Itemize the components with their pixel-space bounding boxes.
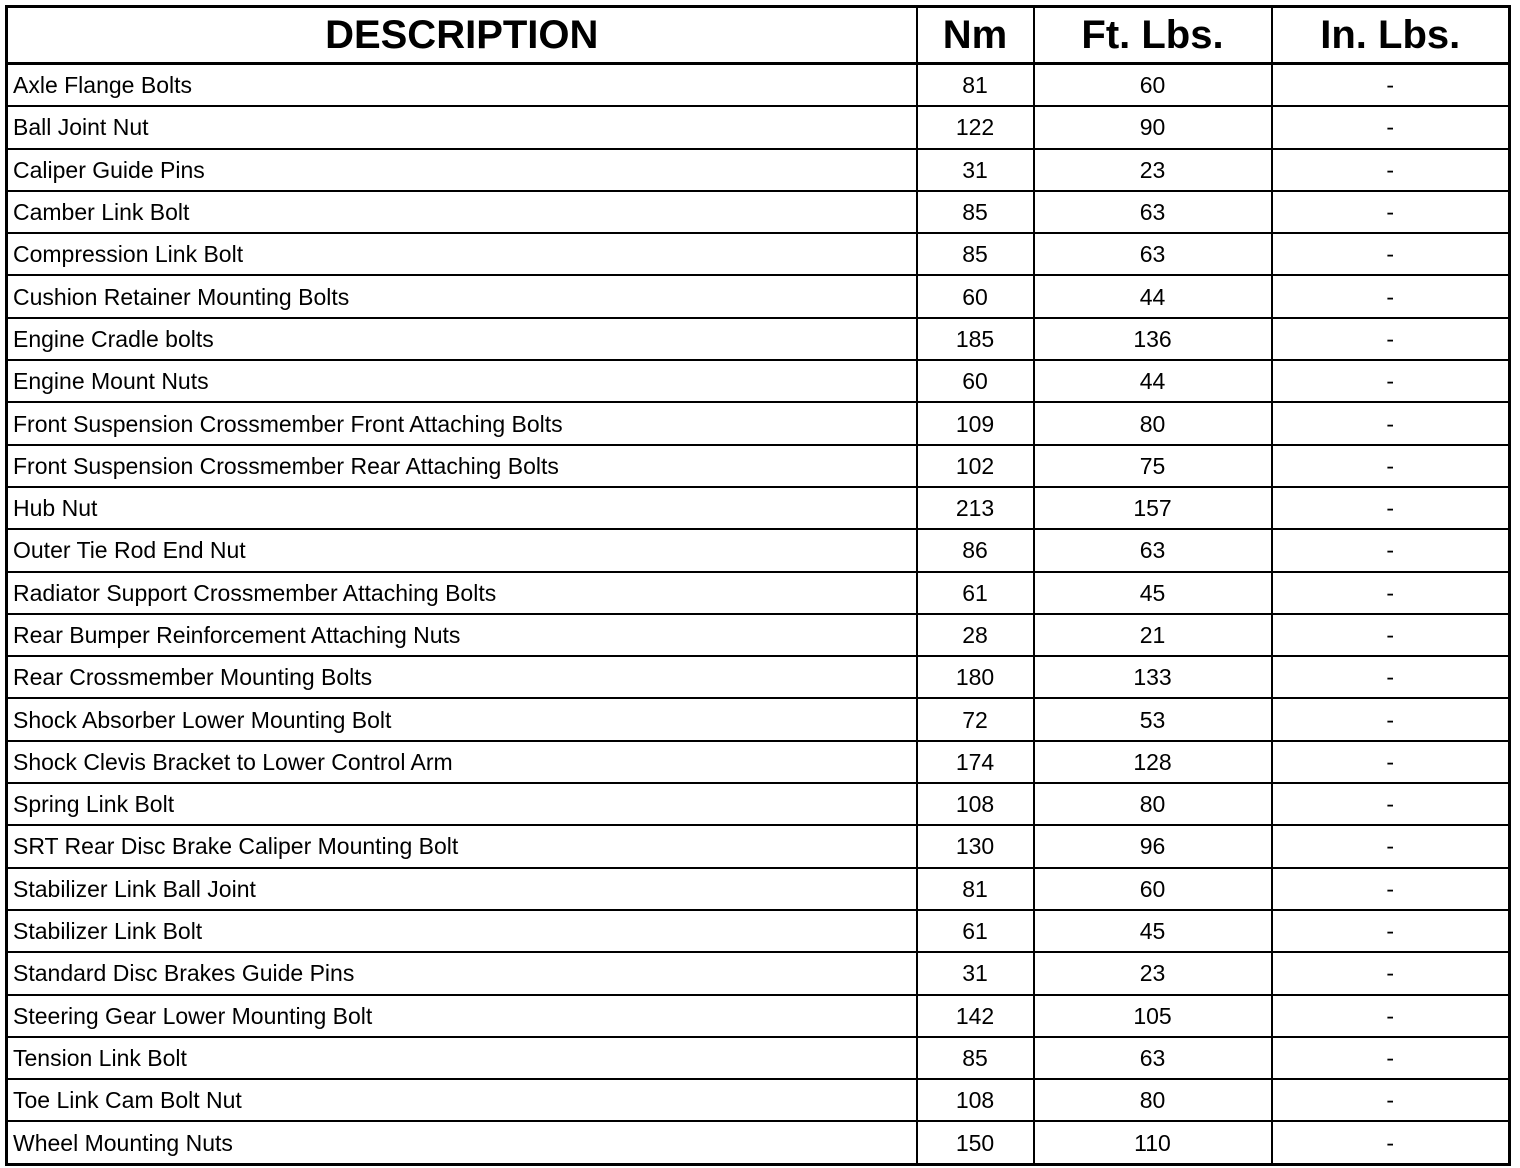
cell-in-lbs: - — [1272, 106, 1510, 148]
cell-description: Standard Disc Brakes Guide Pins — [7, 952, 917, 994]
cell-nm: 60 — [917, 360, 1034, 402]
cell-ft-lbs: 63 — [1034, 191, 1272, 233]
cell-description: Radiator Support Crossmember Attaching Bolts — [7, 572, 917, 614]
header-description: DESCRIPTION — [7, 7, 917, 64]
table-row — [7, 656, 1510, 698]
cell-ft-lbs: 23 — [1034, 149, 1272, 191]
table-header — [7, 7, 1510, 64]
cell-nm: 61 — [917, 572, 1034, 614]
table-row — [7, 614, 1510, 656]
cell-ft-lbs: 80 — [1034, 1079, 1272, 1121]
table-row — [7, 952, 1510, 994]
cell-description: Spring Link Bolt — [7, 783, 917, 825]
cell-nm: 28 — [917, 614, 1034, 656]
cell-nm: 102 — [917, 445, 1034, 487]
cell-nm: 122 — [917, 106, 1034, 148]
cell-description: SRT Rear Disc Brake Caliper Mounting Bolt — [7, 825, 917, 867]
cell-ft-lbs: 63 — [1034, 1037, 1272, 1079]
cell-description: Rear Crossmember Mounting Bolts — [7, 656, 917, 698]
table-row — [7, 487, 1510, 529]
cell-nm: 85 — [917, 191, 1034, 233]
table-row — [7, 233, 1510, 275]
header-ft-lbs: Ft. Lbs. — [1034, 7, 1272, 64]
table-row — [7, 318, 1510, 360]
table-row — [7, 275, 1510, 317]
cell-in-lbs: - — [1272, 318, 1510, 360]
cell-nm: 61 — [917, 910, 1034, 952]
cell-ft-lbs: 44 — [1034, 275, 1272, 317]
cell-nm: 130 — [917, 825, 1034, 867]
cell-ft-lbs: 45 — [1034, 910, 1272, 952]
cell-in-lbs: - — [1272, 275, 1510, 317]
cell-description: Shock Absorber Lower Mounting Bolt — [7, 698, 917, 740]
table-row — [7, 741, 1510, 783]
cell-nm: 81 — [917, 64, 1034, 107]
cell-nm: 108 — [917, 783, 1034, 825]
table-row — [7, 910, 1510, 952]
cell-in-lbs: - — [1272, 1079, 1510, 1121]
cell-ft-lbs: 45 — [1034, 572, 1272, 614]
cell-in-lbs: - — [1272, 910, 1510, 952]
cell-nm: 85 — [917, 233, 1034, 275]
cell-ft-lbs: 80 — [1034, 783, 1272, 825]
header-in-lbs: In. Lbs. — [1272, 7, 1510, 64]
table-row — [7, 572, 1510, 614]
table-row — [7, 698, 1510, 740]
table-row — [7, 825, 1510, 867]
cell-description: Camber Link Bolt — [7, 191, 917, 233]
cell-nm: 150 — [917, 1121, 1034, 1164]
cell-nm: 72 — [917, 698, 1034, 740]
cell-in-lbs: - — [1272, 868, 1510, 910]
cell-description: Tension Link Bolt — [7, 1037, 917, 1079]
cell-description: Wheel Mounting Nuts — [7, 1121, 917, 1164]
cell-nm: 109 — [917, 402, 1034, 444]
cell-in-lbs: - — [1272, 656, 1510, 698]
cell-description: Outer Tie Rod End Nut — [7, 529, 917, 571]
cell-ft-lbs: 110 — [1034, 1121, 1272, 1164]
cell-nm: 142 — [917, 995, 1034, 1037]
cell-nm: 86 — [917, 529, 1034, 571]
table-row — [7, 868, 1510, 910]
table-row — [7, 1121, 1510, 1164]
cell-in-lbs: - — [1272, 233, 1510, 275]
cell-description: Caliper Guide Pins — [7, 149, 917, 191]
cell-description: Engine Cradle bolts — [7, 318, 917, 360]
cell-ft-lbs: 157 — [1034, 487, 1272, 529]
cell-in-lbs: - — [1272, 572, 1510, 614]
cell-nm: 85 — [917, 1037, 1034, 1079]
cell-ft-lbs: 60 — [1034, 868, 1272, 910]
table-row — [7, 995, 1510, 1037]
cell-description: Front Suspension Crossmember Front Attaching Bolts — [7, 402, 917, 444]
cell-ft-lbs: 75 — [1034, 445, 1272, 487]
table-row — [7, 106, 1510, 148]
cell-nm: 108 — [917, 1079, 1034, 1121]
cell-in-lbs: - — [1272, 445, 1510, 487]
cell-nm: 81 — [917, 868, 1034, 910]
table-row — [7, 1079, 1510, 1121]
cell-ft-lbs: 136 — [1034, 318, 1272, 360]
cell-description: Stabilizer Link Bolt — [7, 910, 917, 952]
cell-ft-lbs: 44 — [1034, 360, 1272, 402]
cell-ft-lbs: 63 — [1034, 529, 1272, 571]
cell-in-lbs: - — [1272, 783, 1510, 825]
cell-in-lbs: - — [1272, 995, 1510, 1037]
cell-in-lbs: - — [1272, 698, 1510, 740]
cell-description: Ball Joint Nut — [7, 106, 917, 148]
cell-ft-lbs: 80 — [1034, 402, 1272, 444]
cell-description: Hub Nut — [7, 487, 917, 529]
cell-description: Front Suspension Crossmember Rear Attaching Bolts — [7, 445, 917, 487]
cell-in-lbs: - — [1272, 614, 1510, 656]
cell-in-lbs: - — [1272, 360, 1510, 402]
cell-description: Compression Link Bolt — [7, 233, 917, 275]
cell-in-lbs: - — [1272, 741, 1510, 783]
cell-description: Engine Mount Nuts — [7, 360, 917, 402]
cell-ft-lbs: 53 — [1034, 698, 1272, 740]
cell-description: Toe Link Cam Bolt Nut — [7, 1079, 917, 1121]
table-row — [7, 64, 1510, 107]
cell-in-lbs: - — [1272, 191, 1510, 233]
cell-in-lbs: - — [1272, 529, 1510, 571]
table-row — [7, 149, 1510, 191]
cell-ft-lbs: 60 — [1034, 64, 1272, 107]
cell-in-lbs: - — [1272, 1037, 1510, 1079]
cell-in-lbs: - — [1272, 487, 1510, 529]
table-row — [7, 529, 1510, 571]
cell-in-lbs: - — [1272, 825, 1510, 867]
cell-description: Cushion Retainer Mounting Bolts — [7, 275, 917, 317]
table-row — [7, 783, 1510, 825]
cell-ft-lbs: 128 — [1034, 741, 1272, 783]
cell-ft-lbs: 23 — [1034, 952, 1272, 994]
cell-nm: 31 — [917, 149, 1034, 191]
cell-nm: 31 — [917, 952, 1034, 994]
cell-nm: 185 — [917, 318, 1034, 360]
cell-description: Rear Bumper Reinforcement Attaching Nuts — [7, 614, 917, 656]
cell-description: Steering Gear Lower Mounting Bolt — [7, 995, 917, 1037]
cell-nm: 174 — [917, 741, 1034, 783]
header-nm: Nm — [917, 7, 1034, 64]
table-row — [7, 360, 1510, 402]
cell-in-lbs: - — [1272, 149, 1510, 191]
table-row — [7, 445, 1510, 487]
cell-in-lbs: - — [1272, 1121, 1510, 1164]
table-row — [7, 402, 1510, 444]
cell-ft-lbs: 63 — [1034, 233, 1272, 275]
cell-ft-lbs: 105 — [1034, 995, 1272, 1037]
table-row — [7, 191, 1510, 233]
cell-ft-lbs: 21 — [1034, 614, 1272, 656]
cell-in-lbs: - — [1272, 64, 1510, 107]
cell-in-lbs: - — [1272, 402, 1510, 444]
torque-spec-table — [5, 5, 1511, 1166]
cell-nm: 60 — [917, 275, 1034, 317]
table-body — [7, 64, 1510, 1165]
cell-in-lbs: - — [1272, 952, 1510, 994]
cell-description: Axle Flange Bolts — [7, 64, 917, 107]
header-row — [7, 7, 1510, 64]
cell-ft-lbs: 96 — [1034, 825, 1272, 867]
cell-ft-lbs: 133 — [1034, 656, 1272, 698]
cell-description: Shock Clevis Bracket to Lower Control Arm — [7, 741, 917, 783]
table-row — [7, 1037, 1510, 1079]
cell-nm: 180 — [917, 656, 1034, 698]
cell-description: Stabilizer Link Ball Joint — [7, 868, 917, 910]
cell-ft-lbs: 90 — [1034, 106, 1272, 148]
cell-nm: 213 — [917, 487, 1034, 529]
